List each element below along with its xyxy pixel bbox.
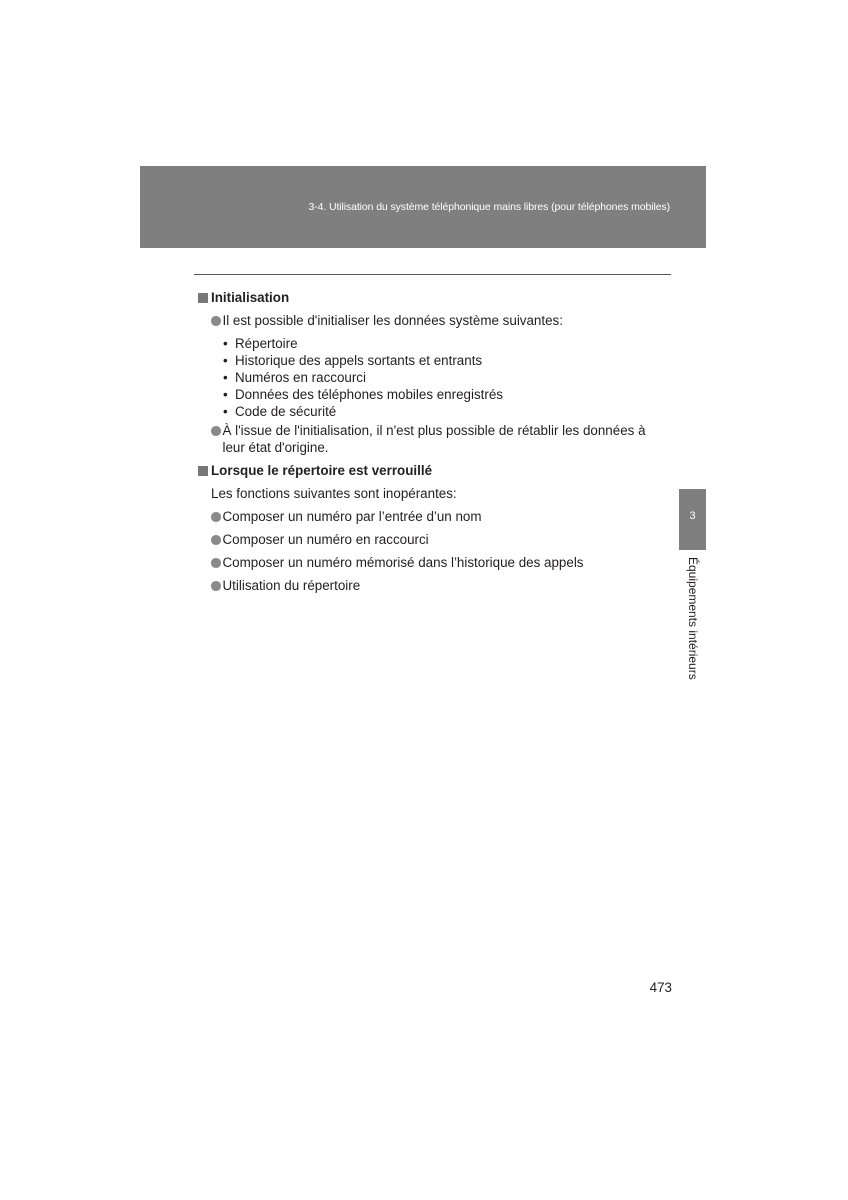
sub-list-item [223,352,668,369]
square-bullet-icon [198,466,208,476]
list-item-text: Composer un numéro par l’entrée d’un nom [222,509,482,524]
dot-bullet-icon: • [223,353,228,368]
chapter-number: 3 [689,510,696,522]
section-initialisation [198,289,668,456]
circle-bullet-icon [211,558,221,568]
list-item [198,312,668,329]
list-item-text: Il est possible d'initialiser les données système suivantes: [222,313,563,328]
section-intro: Les fonctions suivantes sont inopérantes: [211,486,457,501]
list-item-text: À l'issue de l'initialisation, il n'est plus possible de rétablir les données à leur état d'origine. [222,423,646,455]
list-item-text: Composer un numéro en raccourci [222,532,429,547]
list-item [198,531,668,548]
square-bullet-icon [198,293,208,303]
dot-bullet-icon: • [223,370,228,385]
circle-bullet-icon [211,316,221,326]
sub-list-item-text: Historique des appels sortants et entrants [235,353,483,368]
circle-bullet-icon [211,535,221,545]
list-item [198,577,668,594]
sub-list-item [223,369,668,386]
circle-bullet-icon [211,426,221,436]
circle-bullet-icon [211,581,221,591]
sub-list-item-text: Numéros en raccourci [235,370,366,385]
chapter-header-band [140,166,706,248]
section-repertoire-verrouille [198,462,668,594]
circle-bullet-icon [211,512,221,522]
list-item [198,508,668,525]
list-item-text: Utilisation du répertoire [222,578,361,593]
section-heading [198,462,668,479]
sub-list-item [223,403,668,420]
chapter-breadcrumb: 3-4. Utilisation du système téléphonique mains libres (pour téléphones mobiles) [308,201,670,213]
dot-bullet-icon: • [223,404,228,419]
list-item [198,554,668,571]
sub-list-item-text: Répertoire [235,336,298,351]
sub-list-item [223,335,668,352]
sub-list [198,335,668,420]
sub-list-item-text: Données des téléphones mobiles enregistrés [235,387,503,402]
section-heading [198,289,668,306]
sub-list-item [223,386,668,403]
section-title: Lorsque le répertoire est verrouillé [211,463,433,478]
chapter-side-tab [679,489,706,550]
dot-bullet-icon: • [223,387,228,402]
section-title: Initialisation [211,290,290,305]
page-number: 473 [649,980,672,995]
sub-list-item-text: Code de sécurité [235,404,337,419]
chapter-side-label: Équipements intérieurs [686,557,700,680]
list-item [198,422,668,456]
list-item-text: Composer un numéro mémorisé dans l’historique des appels [222,555,584,570]
header-rule [194,274,671,275]
page-content [198,289,668,594]
dot-bullet-icon: • [223,336,228,351]
